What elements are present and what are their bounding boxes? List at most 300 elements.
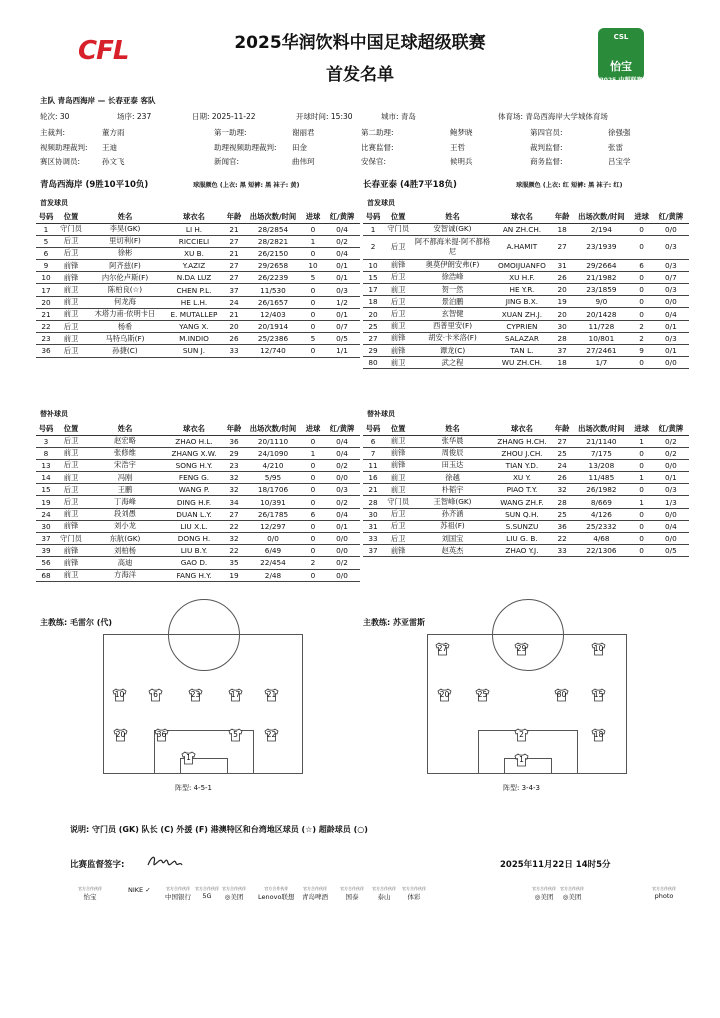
- player-shirt-icon: [148, 688, 163, 702]
- player-shirt-icon: [264, 688, 279, 702]
- player-cell: 15: [36, 484, 56, 496]
- player-cell: 0: [631, 235, 653, 259]
- away-formation-pitch: [427, 634, 627, 774]
- player-cell: 37: [552, 345, 572, 357]
- player-cell: SALAZAR: [492, 332, 552, 344]
- player-cell: 高迪: [86, 557, 164, 569]
- player-row: [36, 447, 360, 459]
- player-row: [363, 533, 689, 545]
- player-cell: 24: [36, 508, 56, 520]
- player-cell: SONG H.Y.: [164, 459, 224, 471]
- player-cell: 王智峰(GK): [413, 496, 491, 508]
- player-cell: 0: [631, 308, 653, 320]
- player-cell: 1/2: [324, 296, 360, 308]
- column-header: 出场次数/时间: [572, 212, 630, 223]
- player-row: [363, 447, 689, 459]
- player-shirt-icon: [228, 688, 243, 702]
- player-cell: 守门员: [383, 496, 413, 508]
- player-row: [363, 271, 689, 283]
- player-shirt-icon: [181, 751, 196, 765]
- player-cell: 10: [36, 272, 56, 284]
- player-cell: 后卫: [383, 308, 413, 320]
- home-subs-table: [36, 424, 360, 582]
- player-cell: 6: [36, 247, 56, 259]
- player-cell: 25/2332: [572, 520, 630, 532]
- player-row: [36, 496, 360, 508]
- shirt-number: 25: [477, 690, 488, 699]
- home-kit: 球服颜色 (上衣: 黑 短裤: 黑 袜子: 黄): [193, 182, 300, 189]
- player-cell: 0: [631, 296, 653, 308]
- player-row: [363, 320, 689, 332]
- player-cell: 4/126: [572, 508, 630, 520]
- player-cell: 27: [363, 332, 383, 344]
- city: 城市: 青岛: [381, 112, 416, 121]
- player-shirt-icon: [514, 753, 529, 767]
- player-row: [363, 345, 689, 357]
- away-subs-title: 替补球员: [367, 410, 395, 418]
- shirt-number: 29: [516, 644, 527, 653]
- player-row: [363, 296, 689, 308]
- player-cell: 27: [552, 235, 572, 259]
- player-cell: 0/2: [324, 496, 360, 508]
- player-shirt-icon: [154, 728, 169, 742]
- home-starters-table: [36, 212, 360, 358]
- player-cell: 0: [302, 247, 324, 259]
- player-cell: 1: [302, 447, 324, 459]
- column-header: 位置: [56, 212, 86, 223]
- player-cell: 0/2: [653, 435, 689, 447]
- shirt-number: 18: [593, 730, 604, 739]
- round: 轮次: 30: [40, 112, 70, 121]
- player-shirt-icon: [554, 688, 569, 702]
- player-cell: 0/1: [324, 272, 360, 284]
- player-cell: RICCIELI: [164, 235, 224, 247]
- player-cell: 0/0: [324, 472, 360, 484]
- player-cell: M.INDIO: [164, 333, 224, 345]
- player-cell: 24: [552, 459, 572, 471]
- player-cell: 20: [552, 284, 572, 296]
- player-cell: 前锋: [383, 459, 413, 471]
- player-cell: 22: [224, 545, 244, 557]
- player-cell: 后卫: [56, 345, 86, 357]
- player-cell: 前锋: [383, 545, 413, 557]
- player-cell: 前卫: [56, 447, 86, 459]
- player-row: [36, 520, 360, 532]
- player-cell: 后卫: [383, 235, 413, 259]
- player-cell: 7/175: [572, 447, 630, 459]
- player-cell: 0/7: [653, 271, 689, 283]
- sponsor-name: 怡宝: [83, 893, 97, 901]
- player-cell: 11/485: [572, 472, 630, 484]
- player-cell: 守门员: [56, 533, 86, 545]
- player-cell: 后卫: [56, 247, 86, 259]
- player-cell: 内尔伦卢斯(F): [86, 272, 164, 284]
- official-name: 田金: [292, 143, 307, 152]
- player-cell: 4/210: [244, 459, 302, 471]
- player-cell: 0/0: [653, 223, 689, 235]
- player-cell: ZHANG H.CH.: [492, 435, 552, 447]
- page-subtitle: 首发名单: [326, 65, 394, 85]
- player-cell: 15: [363, 271, 383, 283]
- player-cell: 西普里安(F): [413, 320, 491, 332]
- player-cell: 0/3: [653, 284, 689, 296]
- player-cell: 5: [36, 235, 56, 247]
- player-cell: 7: [363, 447, 383, 459]
- sponsor-caption: 官方合作伙伴: [340, 886, 364, 891]
- player-cell: 0: [631, 484, 653, 496]
- player-cell: ZHAO Y.J.: [492, 545, 552, 557]
- official-name: 张雷: [608, 143, 623, 152]
- official-label: 主裁判:: [40, 128, 66, 137]
- player-cell: 后卫: [383, 296, 413, 308]
- player-cell: 景泊鹏: [413, 296, 491, 308]
- column-header: 进球: [631, 424, 653, 435]
- official-name: 谢丽君: [292, 128, 315, 137]
- player-cell: 2: [631, 332, 653, 344]
- sponsor-caption: 官方合作伙伴: [372, 886, 396, 891]
- player-cell: 0: [302, 223, 324, 235]
- player-cell: 3: [36, 435, 56, 447]
- column-header: 进球: [631, 212, 653, 223]
- player-row: [363, 235, 689, 259]
- away-starters-title: 首发球员: [367, 199, 395, 207]
- official-name: 王哲: [450, 143, 465, 152]
- player-cell: 0/3: [653, 332, 689, 344]
- player-cell: 后卫: [383, 508, 413, 520]
- player-cell: 22: [552, 533, 572, 545]
- player-cell: 28: [363, 496, 383, 508]
- player-cell: TIAN Y.D.: [492, 459, 552, 471]
- shirt-number: 20: [439, 690, 450, 699]
- shirt-number: 23: [190, 690, 201, 699]
- column-header: 年龄: [552, 424, 572, 435]
- player-cell: DONG H.: [164, 533, 224, 545]
- player-shirt-icon: [228, 728, 243, 742]
- player-row: [363, 435, 689, 447]
- player-cell: 前卫: [56, 308, 86, 320]
- player-cell: 前锋: [56, 557, 86, 569]
- player-cell: 0: [631, 357, 653, 369]
- player-cell: 0/0: [324, 533, 360, 545]
- player-cell: 前卫: [383, 472, 413, 484]
- official-label: 第二助理:: [361, 128, 394, 137]
- player-cell: HE L.H.: [164, 296, 224, 308]
- sponsor-logo: [372, 886, 396, 901]
- player-cell: XU Y.: [492, 472, 552, 484]
- player-cell: 29: [363, 345, 383, 357]
- player-cell: CHEN P.L.: [164, 284, 224, 296]
- player-cell: 前卫: [56, 472, 86, 484]
- player-shirt-icon: [437, 688, 452, 702]
- player-row: [36, 260, 360, 272]
- player-cell: 18/1706: [244, 484, 302, 496]
- player-row: [363, 496, 689, 508]
- player-cell: 2/48: [244, 569, 302, 581]
- player-row: [363, 259, 689, 271]
- player-row: [36, 272, 360, 284]
- player-cell: 11: [363, 459, 383, 471]
- player-cell: 68: [36, 569, 56, 581]
- column-header: 位置: [56, 424, 86, 435]
- player-cell: 13/208: [572, 459, 630, 471]
- player-cell: 22: [224, 520, 244, 532]
- csl-logo-brand: 怡宝: [610, 60, 632, 73]
- sponsor-logo: [128, 886, 151, 894]
- player-cell: GAO D.: [164, 557, 224, 569]
- player-cell: 37: [363, 545, 383, 557]
- away-team-record: 长春亚泰 (4胜7平18负): [363, 180, 457, 190]
- player-shirt-icon: [112, 688, 127, 702]
- player-cell: LIU B.Y.: [164, 545, 224, 557]
- player-cell: JING B.X.: [492, 296, 552, 308]
- player-cell: 6: [363, 435, 383, 447]
- player-cell: 苏祖(F): [413, 520, 491, 532]
- player-cell: 0/0: [653, 357, 689, 369]
- player-cell: 马特乌斯(F): [86, 333, 164, 345]
- player-row: [363, 459, 689, 471]
- player-cell: 20/1914: [244, 321, 302, 333]
- player-row: [36, 321, 360, 333]
- player-cell: 32: [224, 533, 244, 545]
- player-cell: 0/3: [653, 235, 689, 259]
- player-shirt-icon: [113, 728, 128, 742]
- official-name: 候明兵: [450, 157, 473, 166]
- player-row: [363, 508, 689, 520]
- player-cell: 0: [302, 345, 324, 357]
- player-cell: 0: [631, 223, 653, 235]
- player-cell: 0/2: [653, 447, 689, 459]
- player-cell: E. MUTALLEP: [164, 308, 224, 320]
- column-header: 球衣名: [492, 212, 552, 223]
- player-cell: XU H.F.: [492, 271, 552, 283]
- player-cell: 20: [36, 296, 56, 308]
- player-cell: 前卫: [383, 435, 413, 447]
- sponsor-name: ◎美团: [224, 893, 244, 901]
- sponsor-caption: 官方合作伙伴: [532, 886, 556, 891]
- player-cell: 0: [302, 296, 324, 308]
- player-cell: 0/4: [653, 308, 689, 320]
- player-cell: 0/4: [324, 447, 360, 459]
- player-cell: 29: [224, 447, 244, 459]
- official-name: 王迪: [102, 143, 117, 152]
- teams-line: 主队 青岛西海岸 — 长春亚泰 客队: [40, 96, 156, 105]
- official-label: 第四官员:: [530, 128, 563, 137]
- player-cell: 28: [552, 496, 572, 508]
- player-cell: 0/0: [653, 459, 689, 471]
- player-cell: 0/4: [324, 508, 360, 520]
- column-header: 出场次数/时间: [572, 424, 630, 435]
- player-cell: 1: [36, 223, 56, 235]
- player-cell: 贺一然: [413, 284, 491, 296]
- player-cell: 17: [36, 284, 56, 296]
- player-cell: 29/2658: [244, 260, 302, 272]
- player-cell: 6: [302, 508, 324, 520]
- player-cell: 0: [302, 284, 324, 296]
- column-header: 号码: [363, 424, 383, 435]
- sponsor-caption: 官方合作伙伴: [166, 886, 190, 891]
- player-cell: 23: [224, 459, 244, 471]
- player-cell: 8/669: [572, 496, 630, 508]
- player-row: [36, 223, 360, 235]
- player-cell: 0: [631, 520, 653, 532]
- player-cell: 冯刚: [86, 472, 164, 484]
- player-cell: 0/1: [653, 345, 689, 357]
- player-cell: 守门员: [56, 223, 86, 235]
- sponsor-caption: 官方合作伙伴: [402, 886, 426, 891]
- player-cell: 周俊辰: [413, 447, 491, 459]
- player-cell: 37: [224, 284, 244, 296]
- match-date: 日期: 2025-11-22: [192, 112, 256, 121]
- player-cell: 35: [224, 557, 244, 569]
- player-cell: 孙捷(C): [86, 345, 164, 357]
- player-cell: 2: [302, 557, 324, 569]
- shirt-number: 17: [230, 690, 241, 699]
- player-cell: 武之程: [413, 357, 491, 369]
- cfl-logo: CFL: [78, 36, 129, 66]
- player-row: [36, 484, 360, 496]
- official-label: 裁判监督:: [530, 143, 563, 152]
- player-cell: 18: [552, 223, 572, 235]
- player-cell: 胡安·卡米洛(F): [413, 332, 491, 344]
- column-header: 号码: [363, 212, 383, 223]
- player-cell: DUAN L.Y.: [164, 508, 224, 520]
- player-cell: 2/194: [572, 223, 630, 235]
- player-cell: 前卫: [383, 484, 413, 496]
- player-cell: 0/3: [653, 259, 689, 271]
- player-cell: 王鹏: [86, 484, 164, 496]
- player-cell: SUN Q.H.: [492, 508, 552, 520]
- player-cell: 0/4: [653, 520, 689, 532]
- player-cell: 0/3: [653, 484, 689, 496]
- player-cell: XU B.: [164, 247, 224, 259]
- player-row: [36, 333, 360, 345]
- player-cell: CYPRIEN: [492, 320, 552, 332]
- column-header: 出场次数/时间: [244, 212, 302, 223]
- player-cell: 36: [224, 435, 244, 447]
- column-header: 红/黄牌: [324, 212, 360, 223]
- player-cell: 26/1785: [244, 508, 302, 520]
- player-cell: 27/2461: [572, 345, 630, 357]
- player-cell: 刘小龙: [86, 520, 164, 532]
- player-cell: 赵宏略: [86, 435, 164, 447]
- player-cell: 段刘愚: [86, 508, 164, 520]
- sponsor-logo: [532, 886, 556, 901]
- player-cell: 23/1859: [572, 284, 630, 296]
- shirt-number: 10: [593, 644, 604, 653]
- sponsor-logo: [165, 886, 191, 901]
- player-cell: 杨希: [86, 321, 164, 333]
- player-shirt-icon: [188, 688, 203, 702]
- player-cell: N.DA LUZ: [164, 272, 224, 284]
- player-cell: HE Y.R.: [492, 284, 552, 296]
- player-row: [363, 484, 689, 496]
- player-cell: 19: [552, 296, 572, 308]
- official-name: 鲍梦晓: [450, 128, 473, 137]
- sponsor-caption: 官方合作伙伴: [222, 886, 246, 891]
- player-cell: WU ZH.CH.: [492, 357, 552, 369]
- shirt-number: 36: [156, 730, 167, 739]
- away-coach: 主教练: 苏亚雷斯: [363, 618, 425, 627]
- player-cell: 21/1982: [572, 271, 630, 283]
- player-cell: 后卫: [56, 496, 86, 508]
- sponsor-name: 5G: [202, 892, 212, 900]
- player-cell: 19: [36, 496, 56, 508]
- player-cell: 丁海峰: [86, 496, 164, 508]
- player-cell: 0: [302, 308, 324, 320]
- sponsor-name: photo: [654, 892, 674, 900]
- player-row: [363, 520, 689, 532]
- player-row: [36, 435, 360, 447]
- column-header: 年龄: [224, 424, 244, 435]
- column-header: 球衣名: [164, 424, 224, 435]
- player-cell: 34: [224, 496, 244, 508]
- player-cell: 10/801: [572, 332, 630, 344]
- signature-label: 比赛监督签字:: [70, 860, 125, 870]
- shirt-number: 5: [233, 730, 238, 739]
- player-cell: 0: [302, 321, 324, 333]
- column-header: 出场次数/时间: [244, 424, 302, 435]
- player-cell: 30: [363, 508, 383, 520]
- sponsor-logo: [402, 886, 426, 901]
- player-cell: 0: [302, 569, 324, 581]
- sponsor-logo: [195, 886, 219, 900]
- player-cell: 0: [302, 496, 324, 508]
- player-cell: 0/0: [324, 569, 360, 581]
- player-cell: 奥莫伊朗安弗(F): [413, 259, 491, 271]
- player-cell: 30: [552, 320, 572, 332]
- sponsor-name: Lenovo联想: [258, 893, 295, 901]
- player-cell: 27: [224, 272, 244, 284]
- player-cell: 1: [363, 223, 383, 235]
- player-cell: 0/3: [324, 484, 360, 496]
- player-cell: 前卫: [56, 296, 86, 308]
- shirt-number: 80: [556, 690, 567, 699]
- player-cell: 0/4: [324, 435, 360, 447]
- sponsor-logo: [652, 886, 676, 900]
- away-formation: 阵型: 3-4-3: [503, 784, 540, 792]
- player-cell: 前锋: [383, 259, 413, 271]
- player-cell: 31: [552, 259, 572, 271]
- official-label: 新闻官:: [214, 157, 240, 166]
- player-cell: 12/403: [244, 308, 302, 320]
- official-label: 视频助理裁判:: [40, 143, 88, 152]
- player-cell: 0: [631, 545, 653, 557]
- player-cell: 0/4: [324, 247, 360, 259]
- player-cell: S.SUNZU: [492, 520, 552, 532]
- player-cell: 0/1: [324, 520, 360, 532]
- player-row: [36, 296, 360, 308]
- player-cell: 33: [363, 533, 383, 545]
- player-cell: 24: [224, 296, 244, 308]
- player-cell: 0/1: [653, 472, 689, 484]
- player-cell: 21/1140: [572, 435, 630, 447]
- player-cell: 陈柏良(☆): [86, 284, 164, 296]
- player-cell: 21: [224, 247, 244, 259]
- player-cell: 17: [363, 284, 383, 296]
- player-cell: 何龙海: [86, 296, 164, 308]
- player-cell: 朴韬宇: [413, 484, 491, 496]
- home-formation-pitch: [103, 634, 303, 774]
- player-cell: 张修维: [86, 447, 164, 459]
- player-cell: 前锋: [383, 447, 413, 459]
- player-cell: 后卫: [383, 520, 413, 532]
- player-cell: 26/2150: [244, 247, 302, 259]
- player-cell: 6/49: [244, 545, 302, 557]
- player-cell: 后卫: [56, 235, 86, 247]
- player-cell: 56: [36, 557, 56, 569]
- player-cell: 前卫: [56, 569, 86, 581]
- player-cell: 0/1: [324, 308, 360, 320]
